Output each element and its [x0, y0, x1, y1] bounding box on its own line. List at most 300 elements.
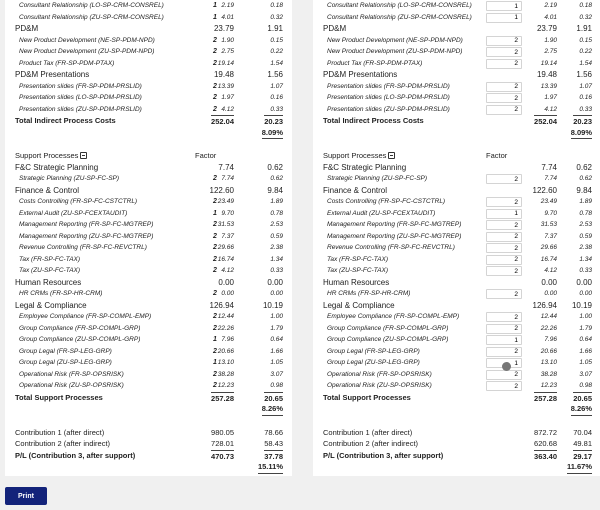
percent-value: 0.00 [267, 277, 283, 287]
percent-value: 0.16 [579, 94, 592, 101]
cost-item-row [323, 58, 597, 70]
summary-value: 872.72 [534, 427, 557, 437]
cost-item-row [323, 357, 597, 369]
factor-input[interactable] [486, 347, 522, 357]
row-label: Presentation slides (LO-SP-PDM-PRSLID) [19, 94, 142, 101]
percent-value: 1.91 [576, 24, 592, 33]
row-label: Strategic Planning (ZU-SP-FC-SP) [327, 175, 428, 182]
percent-value: 0.98 [270, 382, 283, 389]
factor-input[interactable] [486, 1, 522, 11]
cost-value: 12.23 [217, 382, 234, 389]
row-label: Presentation slides (FR-SP-PDM-PRSLID) [19, 82, 142, 90]
cost-value: 252.04 [211, 117, 234, 126]
cost-value: 29.66 [217, 244, 234, 251]
row-label: Group Compliance (ZU-SP-COMPL-GRP) [19, 336, 141, 343]
cost-item-row [15, 231, 289, 243]
cost-item-row [323, 35, 597, 47]
cost-value: 23.49 [540, 198, 557, 205]
row-label: Presentation slides (ZU-SP-PDM-PRSLID) [327, 105, 450, 113]
percent-value: 0.64 [270, 336, 283, 343]
row-label: PD&M Presentations [15, 70, 90, 79]
factor-column-header: Factor [195, 151, 217, 160]
cost-value: 4.01 [221, 13, 234, 21]
percent-value: 1.56 [576, 70, 592, 79]
cost-group-row [323, 185, 597, 197]
percent-value: 0.18 [579, 2, 592, 9]
percent-value: 0.16 [270, 94, 283, 101]
row-label: Group Compliance (ZU-SP-COMPL-GRP) [327, 336, 449, 343]
row-label: Finance & Control [323, 185, 388, 195]
summary-label: Contribution 2 (after indirect) [323, 439, 419, 448]
row-label: External Audit (ZU-SP-FCEXTAUDIT) [19, 209, 128, 217]
cost-item-row [323, 380, 597, 392]
percent-value: 8.26% [262, 403, 283, 416]
percent-value: 9.84 [576, 185, 592, 195]
spacer [15, 415, 289, 427]
percent-value: 1.00 [579, 313, 592, 320]
cost-value: 0.00 [221, 290, 234, 297]
percent-value: 0.62 [579, 175, 592, 182]
pl-percentage-row [15, 461, 289, 473]
percent-value: 0.62 [576, 162, 592, 172]
percent-value: 2.53 [270, 221, 283, 228]
percent-value: 1.89 [579, 198, 592, 205]
cost-item-row [323, 311, 597, 323]
cost-value: 2.75 [221, 48, 234, 55]
factor-input[interactable] [486, 36, 522, 46]
cost-group-row [15, 185, 289, 197]
total-row [15, 392, 289, 404]
row-label: Finance & Control [15, 185, 80, 195]
summary-label: Contribution 1 (after direct) [15, 427, 105, 437]
cost-value: 0.00 [541, 277, 557, 287]
row-label: Product Tax (FR-SP-PDM-PTAX) [327, 59, 423, 67]
cost-value: 257.28 [534, 393, 557, 403]
factor-value: 1 [213, 2, 217, 9]
cost-item-row [15, 219, 289, 231]
spacer [323, 415, 597, 427]
factor-input[interactable] [486, 312, 522, 322]
cost-value: 12.23 [540, 382, 557, 389]
cost-item-row [15, 173, 289, 185]
summary-percent: 78.66 [264, 427, 283, 437]
factor-value: 2 [213, 313, 217, 320]
row-label: Group Legal (FR-SP-LEG-GRP) [327, 347, 420, 355]
row-label: Revenue Controlling (FR-SP-FC-REVCTRL) [19, 244, 147, 251]
cost-group-row [323, 162, 597, 174]
percent-value: 10.19 [262, 300, 283, 310]
right-scenario-panel [313, 0, 600, 476]
row-label: Human Resources [323, 277, 390, 287]
summary-value: 363.40 [534, 451, 557, 461]
cost-item-row [323, 81, 597, 93]
factor-input[interactable] [486, 381, 522, 391]
row-label: Employee Compliance (FR-SP-COMPL-EMP) [327, 313, 460, 320]
row-label: Costs Controlling (FR-SP-FC-CSTCTRL) [327, 198, 446, 205]
factor-input[interactable] [486, 13, 522, 23]
summary-row [323, 450, 597, 462]
row-label: New Product Development (NE-SP-PDM-NPD) [19, 36, 155, 44]
factor-value: 2 [213, 94, 217, 101]
factor-input[interactable] [486, 324, 522, 334]
cost-value: 4.12 [544, 105, 557, 113]
percent-value: 1.07 [579, 82, 592, 90]
section-title-text: Support Processes [323, 151, 387, 160]
cost-item-row [323, 265, 597, 277]
summary-percent: 37.78 [264, 451, 283, 461]
cost-item-row [15, 334, 289, 346]
row-label: Human Resources [15, 277, 82, 287]
row-label: HR CRMs (FR-SP-HR-CRM) [19, 290, 103, 297]
row-label: Tax (FR-SP-FC-TAX) [19, 255, 81, 263]
cost-value: 13.39 [540, 82, 557, 90]
factor-value: 2 [213, 36, 217, 44]
percent-value: 20.23 [264, 117, 283, 126]
row-label: Group Compliance (FR-SP-COMPL-GRP) [327, 324, 449, 332]
cost-value: 7.37 [221, 232, 234, 240]
cost-value: 2.19 [221, 2, 234, 9]
cost-item-row [323, 46, 597, 58]
cost-item-row [15, 81, 289, 93]
cost-item-row [15, 323, 289, 335]
row-label: Presentation slides (ZU-SP-PDM-PRSLID) [19, 105, 142, 113]
cost-value: 122.60 [532, 185, 557, 195]
cost-item-row [15, 311, 289, 323]
factor-input[interactable] [486, 370, 522, 380]
cost-item-row [323, 92, 597, 104]
collapse-icon[interactable] [388, 152, 395, 159]
factor-value: 2 [213, 382, 217, 389]
summary-percent: 58.43 [264, 439, 283, 448]
factor-input[interactable] [486, 174, 522, 184]
percentage-row [323, 403, 597, 415]
cost-group-row [323, 277, 597, 289]
cost-item-row [323, 323, 597, 335]
section-title [323, 150, 395, 162]
percent-value: 0.33 [579, 105, 592, 113]
cost-value: 1.97 [221, 94, 234, 101]
row-label: Presentation slides (FR-SP-PDM-PRSLID) [327, 82, 450, 90]
cost-value: 1.97 [544, 94, 557, 101]
cost-item-row [323, 196, 597, 208]
percent-value: 20.65 [264, 393, 283, 403]
summary-label: Contribution 2 (after indirect) [15, 439, 111, 448]
summary-row [15, 450, 289, 462]
percentage-row [323, 127, 597, 139]
factor-input[interactable] [486, 243, 522, 253]
cost-value: 31.53 [540, 221, 557, 228]
cost-item-row [323, 254, 597, 266]
row-label: Consultant Relationship (ZU-SP-CRM-CONSREL) [19, 13, 164, 21]
percent-value: 0.22 [270, 48, 283, 55]
factor-value: 1 [213, 13, 217, 21]
factor-value: 2 [213, 347, 217, 355]
percent-value: 8.09% [571, 127, 592, 140]
percentage-row [15, 127, 289, 139]
row-label: F&C Strategic Planning [323, 162, 407, 172]
total-row [15, 115, 289, 127]
row-label: Consultant Relationship (ZU-SP-CRM-CONSREL) [327, 13, 472, 21]
factor-value: 2 [213, 105, 217, 113]
row-label: Strategic Planning (ZU-SP-FC-SP) [19, 175, 120, 182]
cost-item-row [323, 231, 597, 243]
cost-value: 7.96 [221, 336, 234, 343]
cost-value: 4.01 [544, 13, 557, 21]
row-label: Legal & Compliance [323, 300, 395, 310]
cost-item-row [15, 288, 289, 300]
factor-value: 1 [213, 336, 217, 343]
factor-input[interactable] [486, 232, 522, 242]
cost-value: 23.79 [213, 24, 234, 33]
factor-value: 2 [213, 255, 217, 263]
percent-value: 1.56 [267, 70, 283, 79]
percent-value: 1.34 [270, 255, 283, 263]
row-label: Total Indirect Process Costs [15, 116, 116, 125]
cost-item-row [15, 369, 289, 381]
row-label: Operational Risk (ZU-SP-OPSRISK) [19, 382, 124, 389]
support-processes-header [323, 150, 597, 162]
percent-value: 0.33 [270, 267, 283, 274]
cost-item-row [15, 265, 289, 277]
percent-value: 1.91 [267, 24, 283, 33]
percent-value: 0.78 [270, 209, 283, 217]
summary-value: 470.73 [211, 451, 234, 461]
cost-item-row [323, 208, 597, 220]
factor-input[interactable] [486, 266, 522, 276]
cost-value: 22.26 [217, 324, 234, 332]
row-label: Operational Risk (ZU-SP-OPSRISK) [327, 382, 432, 389]
cost-value: 9.70 [221, 209, 234, 217]
percent-value: 2.38 [270, 244, 283, 251]
row-label: Product Tax (FR-SP-PDM-PTAX) [19, 59, 115, 67]
summary-value: 620.68 [534, 439, 557, 448]
factor-input[interactable] [486, 220, 522, 230]
row-label: PD&M [323, 24, 347, 33]
summary-value: 728.01 [211, 439, 234, 448]
percent-value: 1.79 [270, 324, 283, 332]
total-row [323, 115, 597, 127]
factor-input[interactable] [486, 255, 522, 265]
cost-item-row [15, 346, 289, 358]
percent-value: 2.53 [579, 221, 592, 228]
row-label: Tax (ZU-SP-FC-TAX) [327, 267, 389, 274]
percent-value: 3.07 [270, 370, 283, 378]
percent-value: 0.00 [576, 277, 592, 287]
cost-value: 19.48 [536, 70, 557, 79]
summary-row [15, 427, 289, 439]
row-label: Management Reporting (ZU-SP-FC-MGTREP) [19, 232, 154, 240]
percent-value: 9.84 [267, 185, 283, 195]
summary-row [15, 438, 289, 450]
percent-value: 0.32 [579, 13, 592, 21]
factor-value: 2 [213, 221, 217, 228]
summary-value: 980.05 [211, 427, 234, 437]
percent-value: 1.66 [579, 347, 592, 355]
cost-group-row [323, 300, 597, 312]
factor-value: 1 [213, 359, 217, 366]
row-label: Total Support Processes [15, 392, 103, 402]
percent-value: 0.62 [267, 162, 283, 172]
cost-value: 20.66 [540, 347, 557, 355]
cost-item-row [15, 46, 289, 58]
factor-input[interactable] [486, 197, 522, 207]
percent-value: 0.78 [579, 209, 592, 217]
factor-value: 2 [213, 244, 217, 251]
left-scenario-panel [5, 0, 292, 476]
cost-item-row [15, 0, 289, 12]
factor-input[interactable] [486, 105, 522, 115]
factor-value: 2 [213, 48, 217, 55]
cost-value: 126.94 [209, 300, 234, 310]
percent-value: 1.00 [270, 313, 283, 320]
row-label: PD&M [15, 24, 39, 33]
cost-item-row [323, 242, 597, 254]
cost-value: 7.37 [544, 232, 557, 240]
percent-value: 0.00 [579, 290, 592, 297]
row-label: New Product Development (NE-SP-PDM-NPD) [327, 36, 463, 44]
percent-value: 3.07 [579, 370, 592, 378]
section-title [15, 150, 87, 162]
factor-value: 2 [213, 232, 217, 240]
cost-value: 257.28 [211, 393, 234, 403]
factor-input[interactable] [486, 289, 522, 299]
percent-value: 0.32 [270, 13, 283, 21]
row-label: Management Reporting (FR-SP-FC-MGTREP) [327, 221, 462, 228]
row-label: PD&M Presentations [323, 70, 398, 79]
cost-item-row [323, 12, 597, 24]
print-button[interactable]: Print [5, 487, 47, 505]
percent-value: 1.79 [579, 324, 592, 332]
factor-input[interactable] [486, 209, 522, 219]
cost-item-row [15, 92, 289, 104]
cost-value: 1.90 [221, 36, 234, 44]
cost-item-row [323, 288, 597, 300]
cost-item-row [15, 196, 289, 208]
row-label: Employee Compliance (FR-SP-COMPL-EMP) [19, 313, 152, 320]
summary-row [323, 427, 597, 439]
cost-value: 38.28 [217, 370, 234, 378]
summary-label: P/L (Contribution 3, after support) [323, 450, 444, 460]
cost-value: 0.00 [544, 290, 557, 297]
row-label: F&C Strategic Planning [15, 162, 99, 172]
summary-percent: 15.11% [258, 461, 283, 474]
summary-percent: 70.04 [573, 427, 592, 437]
cost-value: 126.94 [532, 300, 557, 310]
cost-value: 19.48 [213, 70, 234, 79]
factor-input[interactable] [486, 335, 522, 345]
cost-item-row [323, 219, 597, 231]
cost-item-row [15, 254, 289, 266]
cost-item-row [323, 104, 597, 116]
summary-label: Contribution 1 (after direct) [323, 427, 413, 437]
cost-value: 7.74 [541, 162, 557, 172]
cost-value: 4.12 [221, 105, 234, 113]
cost-value: 13.39 [217, 82, 234, 90]
cost-value: 7.96 [544, 336, 557, 343]
summary-percent: 49.81 [573, 439, 592, 448]
percent-value: 20.65 [573, 393, 592, 403]
cost-value: 16.74 [540, 255, 557, 263]
support-processes-header [15, 150, 289, 162]
row-label: Group Legal (ZU-SP-LEG-GRP) [327, 359, 420, 366]
cost-group-row [15, 69, 289, 81]
factor-input[interactable] [486, 47, 522, 57]
cost-value: 23.79 [536, 24, 557, 33]
row-label: New Product Development (ZU-SP-PDM-NPD) [19, 48, 155, 55]
row-label: Management Reporting (ZU-SP-FC-MGTREP) [327, 232, 462, 240]
row-label: Total Indirect Process Costs [323, 116, 424, 125]
cost-value: 38.28 [540, 370, 557, 378]
cost-value: 12.44 [217, 313, 234, 320]
cost-item-row [15, 104, 289, 116]
factor-value: 2 [213, 82, 217, 90]
factor-value: 2 [213, 175, 217, 182]
cost-item-row [323, 173, 597, 185]
row-label: Operational Risk (FR-SP-OPSRISK) [327, 370, 432, 378]
percent-value: 0.18 [270, 2, 283, 9]
cost-value: 122.60 [209, 185, 234, 195]
percent-value: 1.66 [270, 347, 283, 355]
percent-value: 1.89 [270, 198, 283, 205]
cost-value: 31.53 [217, 221, 234, 228]
row-label: HR CRMs (FR-SP-HR-CRM) [327, 290, 411, 297]
cost-value: 29.66 [540, 244, 557, 251]
cost-item-row [15, 357, 289, 369]
cost-value: 23.49 [217, 198, 234, 205]
cost-group-row [323, 69, 597, 81]
cost-item-row [15, 12, 289, 24]
cost-item-row [15, 58, 289, 70]
factor-input[interactable] [486, 93, 522, 103]
cost-item-row [323, 369, 597, 381]
cost-value: 7.74 [218, 162, 234, 172]
cost-value: 7.74 [221, 175, 234, 182]
summary-row [323, 438, 597, 450]
cost-value: 4.12 [544, 267, 557, 274]
factor-value: 2 [213, 370, 217, 378]
percent-value: 0.98 [579, 382, 592, 389]
total-row [323, 392, 597, 404]
row-label: Consultant Relationship (LO-SP-CRM-CONSREL) [19, 2, 164, 9]
row-label: Group Compliance (FR-SP-COMPL-GRP) [19, 324, 141, 332]
factor-input[interactable] [486, 59, 522, 69]
percent-value: 8.26% [571, 403, 592, 416]
row-label: Costs Controlling (FR-SP-FC-CSTCTRL) [19, 198, 138, 205]
cost-item-row [323, 334, 597, 346]
cost-value: 7.74 [544, 175, 557, 182]
percentage-row [15, 403, 289, 415]
row-label: Presentation slides (LO-SP-PDM-PRSLID) [327, 94, 450, 101]
row-label: Group Legal (ZU-SP-LEG-GRP) [19, 359, 112, 366]
percent-value: 0.15 [270, 36, 283, 44]
factor-input[interactable] [486, 82, 522, 92]
cost-item-row [15, 35, 289, 47]
spacer [15, 138, 289, 150]
spacer [323, 138, 597, 150]
cost-item-row [15, 208, 289, 220]
cost-value: 22.26 [540, 324, 557, 332]
percent-value: 2.38 [579, 244, 592, 251]
factor-value: 2 [213, 59, 217, 67]
collapse-icon[interactable] [80, 152, 87, 159]
row-label: Management Reporting (FR-SP-FC-MGTREP) [19, 221, 154, 228]
percent-value: 1.54 [579, 59, 592, 67]
cost-group-row [323, 23, 597, 35]
cost-item-row [323, 0, 597, 12]
summary-percent: 29.17 [573, 451, 592, 461]
percent-value: 0.00 [270, 290, 283, 297]
factor-value: 2 [213, 267, 217, 274]
